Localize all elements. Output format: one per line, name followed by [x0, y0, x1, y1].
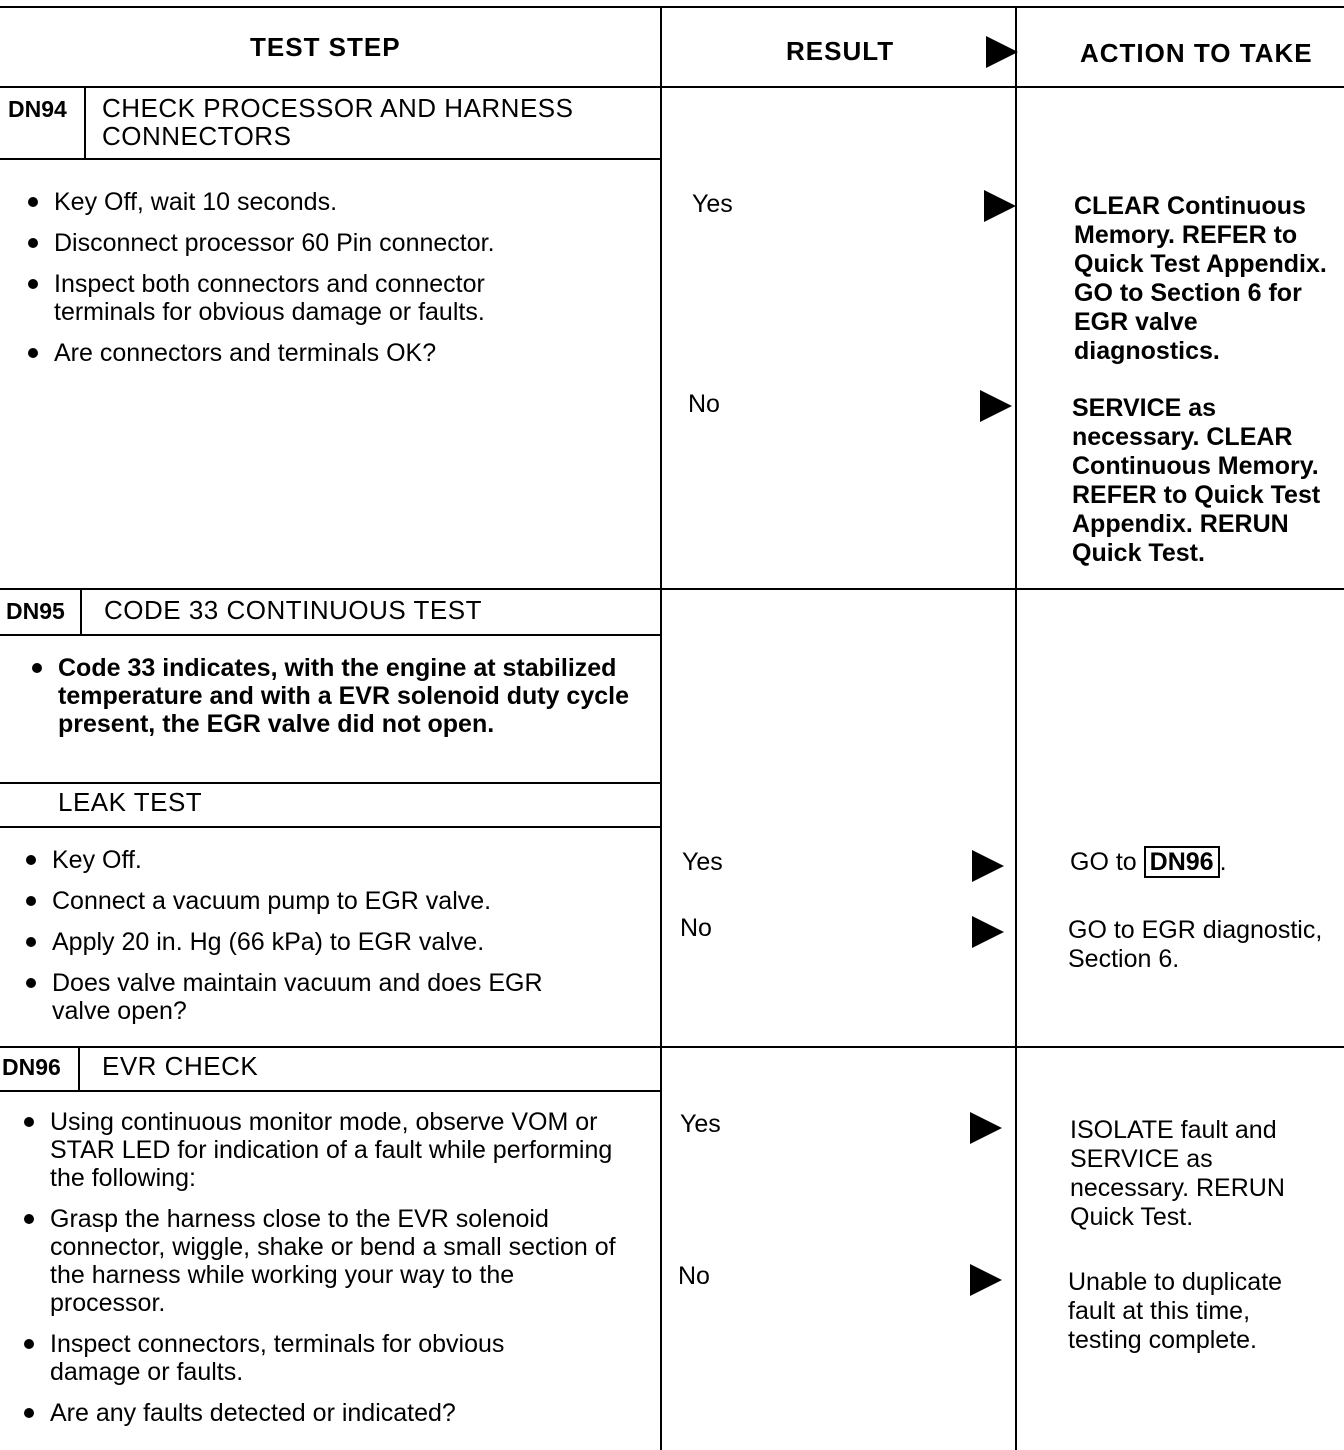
dn94-step: Inspect both connectors and connector terminals for obvious damage or faults. — [24, 270, 534, 326]
dn95-step: Key Off. — [22, 846, 622, 874]
dn95-code-divider — [80, 588, 82, 634]
dn95-no-action: GO to EGR diagnostic, Section 6. — [1068, 916, 1323, 973]
dn96-title-bottom — [0, 1090, 662, 1092]
dn95-yes-action-suffix: . — [1219, 848, 1227, 876]
dn96-step: Grasp the harness close to the EVR solenoid connector, wiggle, shake or bend a small section of the harness while working your way to the processor. — [20, 1205, 630, 1317]
dn94-no-label: No — [688, 390, 720, 418]
dn96-title: EVR CHECK — [102, 1051, 259, 1081]
dn96-reference-link[interactable]: DN96 — [1144, 846, 1220, 878]
leak-test-bottom — [0, 826, 662, 828]
column-divider-2 — [1015, 6, 1017, 1450]
column-divider-1 — [660, 6, 662, 1450]
dn95-title-bottom — [0, 634, 662, 636]
dn96-step: Inspect connectors, terminals for obvious damage or faults. — [20, 1330, 580, 1386]
dn94-step: Disconnect processor 60 Pin connector. — [24, 229, 624, 257]
dn94-step: Key Off, wait 10 seconds. — [24, 188, 624, 216]
dn96-no-label: No — [678, 1262, 710, 1290]
dn94-yes-arrow-icon — [984, 190, 1016, 222]
dn94-yes-label: Yes — [692, 190, 733, 218]
dn96-step: Are any faults detected or indicated? — [20, 1399, 630, 1427]
section-divider-dn95 — [0, 588, 1344, 590]
dn94-yes-action: CLEAR Continuous Memory. REFER to Quick Test Appendix. GO to Section 6 for EGR valve diagnostics. — [1074, 192, 1327, 365]
dn95-yes-action-prefix: GO to — [1070, 848, 1137, 876]
dn94-step-list — [24, 188, 624, 380]
header-test-step: TEST STEP — [250, 32, 401, 62]
dn95-no-label: No — [680, 914, 712, 942]
leak-test-subheader: LEAK TEST — [58, 787, 203, 817]
header-result: RESULT — [786, 36, 895, 66]
dn94-title-line1: CHECK PROCESSOR AND HARNESS — [102, 93, 574, 123]
dn94-step: Are connectors and terminals OK? — [24, 339, 624, 367]
dn95-title: CODE 33 CONTINUOUS TEST — [104, 595, 482, 625]
dn95-note-bottom — [0, 782, 662, 784]
dn96-yes-arrow-icon — [970, 1112, 1002, 1144]
dn95-step: Does valve maintain vacuum and does EGR valve open? — [22, 969, 592, 1025]
dn94-code-divider — [84, 86, 86, 158]
dn95-no-arrow-icon — [972, 916, 1004, 948]
dn96-step: Using continuous monitor mode, observe VOM or STAR LED for indication of a fault while performing the following: — [20, 1108, 630, 1192]
dn96-code: DN96 — [2, 1054, 61, 1080]
dn95-yes-label: Yes — [682, 848, 723, 876]
dn94-title-bottom — [0, 158, 662, 160]
dn95-code: DN95 — [6, 598, 65, 624]
dn95-note-list — [28, 654, 650, 751]
dn95-yes-action — [1070, 848, 1340, 877]
dn96-code-divider — [78, 1046, 80, 1090]
dn96-step-list — [20, 1108, 630, 1440]
dn96-no-arrow-icon — [970, 1264, 1002, 1296]
dn94-no-arrow-icon — [980, 390, 1012, 422]
dn95-step-list — [22, 846, 622, 1038]
dn95-yes-arrow-icon — [972, 850, 1004, 882]
top-border — [0, 6, 1344, 8]
dn94-code: DN94 — [8, 96, 67, 122]
dn95-step: Apply 20 in. Hg (66 kPa) to EGR valve. — [22, 928, 622, 956]
header-arrow-icon — [986, 36, 1018, 68]
dn94-no-action: SERVICE as necessary. CLEAR Continuous Memory. REFER to Quick Test Appendix. RERUN Quick Test. — [1072, 394, 1321, 567]
section-divider-dn96 — [0, 1046, 1344, 1048]
header-action: ACTION TO TAKE — [1080, 38, 1313, 68]
dn95-note: Code 33 indicates, with the engine at stabilized temperature and with a EVR solenoid duty cycle present, the EGR valve did not open. — [28, 654, 650, 738]
header-bottom-border — [0, 86, 1344, 88]
dn94-title-line2: CONNECTORS — [102, 121, 292, 151]
dn96-yes-action: ISOLATE fault and SERVICE as necessary. RERUN Quick Test. — [1070, 1116, 1285, 1231]
dn95-step: Connect a vacuum pump to EGR valve. — [22, 887, 622, 915]
dn96-no-action: Unable to duplicate fault at this time, testing complete. — [1068, 1268, 1283, 1354]
dn96-yes-label: Yes — [680, 1110, 721, 1138]
